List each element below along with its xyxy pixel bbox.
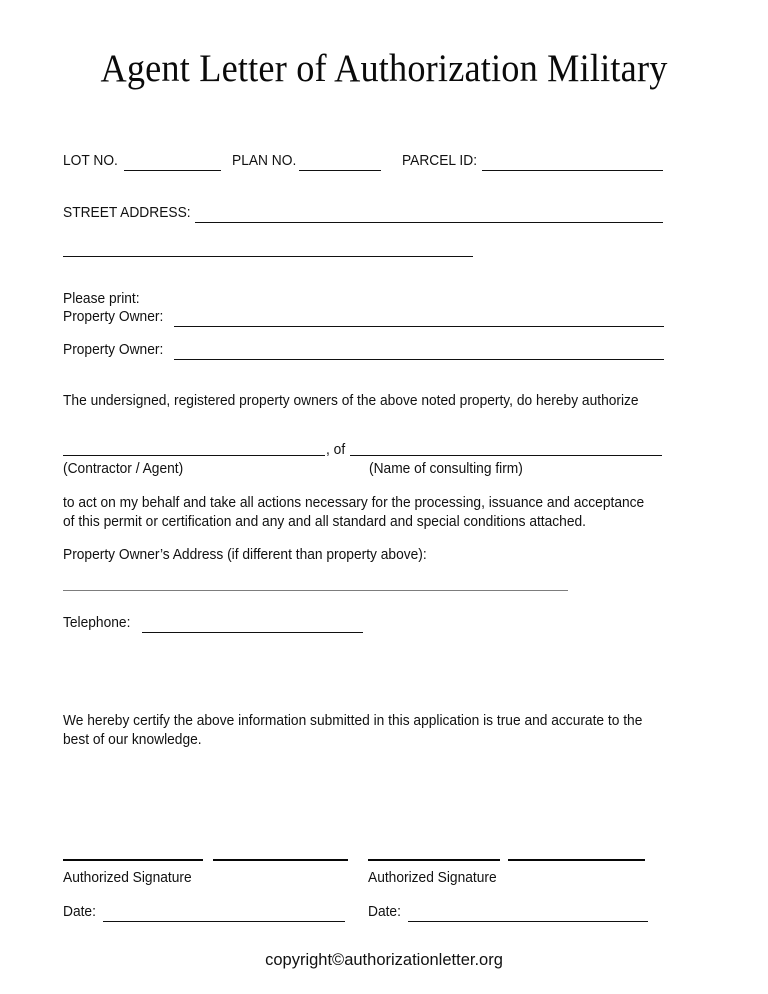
property-owner-label-2: Property Owner:	[63, 342, 164, 358]
telephone-label: Telephone:	[63, 615, 131, 631]
authorized-signature-caption-left: Authorized Signature	[63, 870, 192, 886]
please-print-label: Please print:	[63, 291, 140, 307]
authorized-signature-caption-right: Authorized Signature	[368, 870, 497, 886]
street-address-field-line-1[interactable]	[195, 222, 663, 223]
street-address-label: STREET ADDRESS:	[63, 205, 191, 221]
property-owner-field-line-2[interactable]	[174, 359, 664, 360]
contractor-agent-field-line[interactable]	[63, 455, 325, 456]
consulting-firm-caption: (Name of consulting firm)	[369, 461, 523, 477]
certify-paragraph: We hereby certify the above information submitted in this application is true and accurate to the best of our knowledge.	[63, 713, 643, 748]
lot-no-field-line[interactable]	[124, 170, 221, 171]
date-field-line-right[interactable]	[408, 921, 648, 922]
property-owner-field-line-1[interactable]	[174, 326, 664, 327]
telephone-field-line[interactable]	[142, 632, 363, 633]
consulting-firm-field-line[interactable]	[350, 455, 662, 456]
parcel-id-field-line[interactable]	[482, 170, 663, 171]
street-address-field-line-2[interactable]	[63, 256, 473, 257]
authorized-signature-line-right-a[interactable]	[368, 859, 500, 861]
of-connector-label: , of	[326, 442, 346, 458]
contractor-agent-caption: (Contractor / Agent)	[63, 461, 184, 477]
date-label-right: Date:	[368, 904, 401, 920]
plan-no-field-line[interactable]	[299, 170, 381, 171]
authorized-signature-line-left-b[interactable]	[213, 859, 348, 861]
undersigned-paragraph: The undersigned, registered property owners of the above noted property, do hereby authorize	[63, 393, 639, 409]
lot-no-label: LOT NO.	[63, 153, 118, 169]
plan-no-label: PLAN NO.	[232, 153, 297, 169]
page-title: Agent Letter of Authorization Military	[100, 47, 668, 90]
authorized-signature-line-left-a[interactable]	[63, 859, 203, 861]
parcel-id-label: PARCEL ID:	[402, 153, 478, 169]
date-label-left: Date:	[63, 904, 96, 920]
copyright-footer: copyright©authorizationletter.org	[265, 951, 503, 969]
act-on-behalf-paragraph: to act on my behalf and take all actions necessary for the processing, issuance and acceptance of this permit or certification and any and all standard and special conditions attached.	[63, 495, 645, 530]
owner-address-label: Property Owner’s Address (if different than property above):	[63, 547, 427, 563]
authorized-signature-line-right-b[interactable]	[508, 859, 645, 861]
owner-address-field-line[interactable]	[63, 590, 568, 591]
date-field-line-left[interactable]	[103, 921, 345, 922]
property-owner-label-1: Property Owner:	[63, 309, 164, 325]
